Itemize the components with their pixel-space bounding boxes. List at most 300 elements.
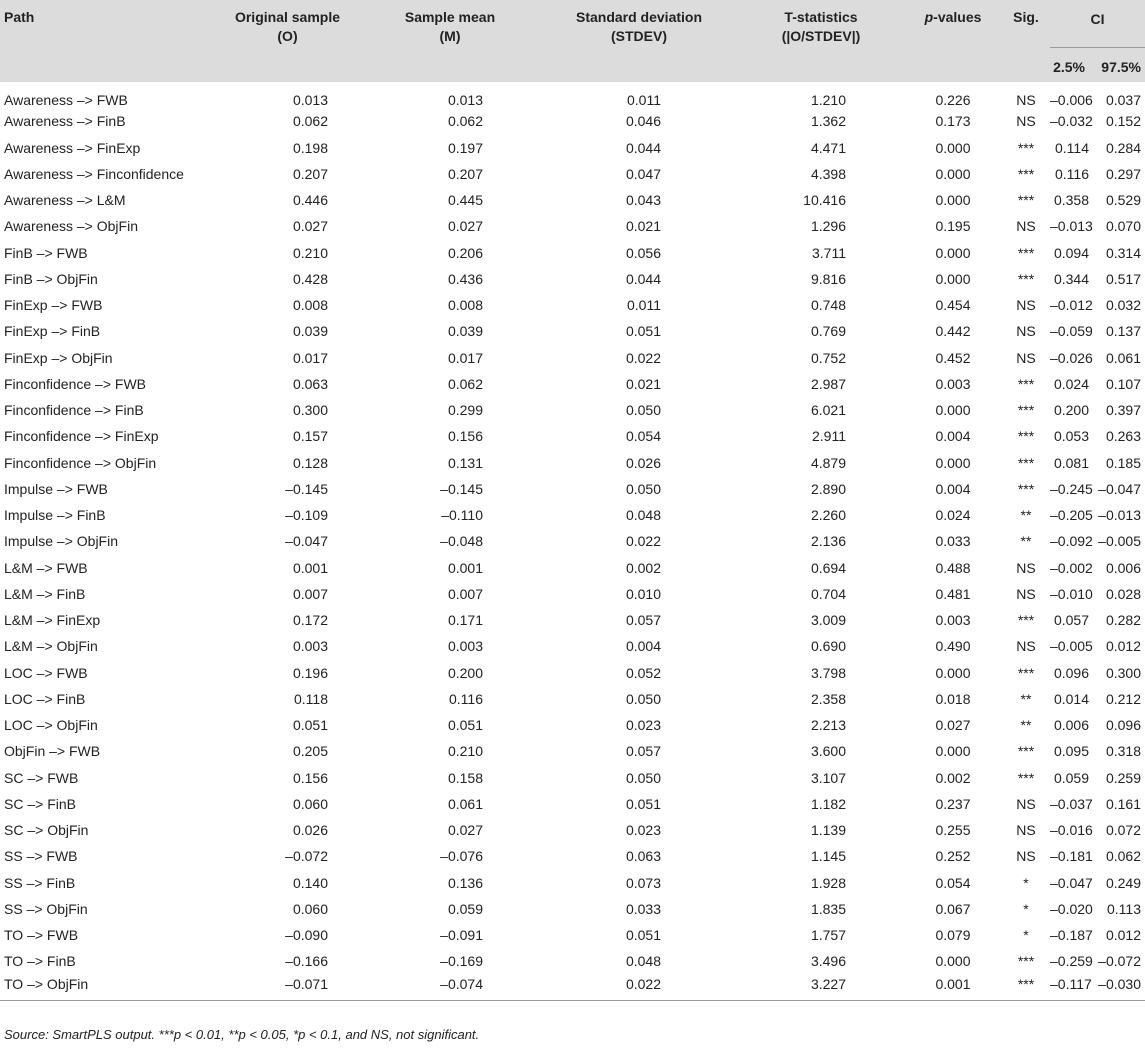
table-row [0,765,1145,791]
cell-std-dev: 0.063 [625,848,661,865]
cell-ci-high: –0.047 [1098,480,1141,497]
cell-t-statistic: 0.748 [810,297,846,314]
cell-t-statistic: 0.694 [810,559,846,576]
cell-ci-high: –0.005 [1098,533,1141,550]
cell-significance: NS [1016,638,1036,655]
cell-significance: *** [1017,454,1035,471]
cell-std-dev: 0.026 [625,454,661,471]
cell-significance: * [1023,900,1029,917]
cell-sample-mean: 0.027 [447,218,483,235]
cell-sample-mean: 0.013 [447,91,483,108]
cell-p-value: 0.173 [935,113,971,130]
table-row [0,528,1145,554]
header-ci-low: 2.5% [1050,47,1097,82]
cell-original-sample: 0.051 [292,717,328,734]
cell-t-statistic: 2.890 [810,480,846,497]
cell-t-statistic: 0.769 [810,323,846,340]
cell-path: SS –> FWB [4,848,78,865]
cell-significance: *** [1017,139,1035,156]
cell-original-sample: 0.063 [292,375,328,392]
cell-significance: *** [1017,165,1035,182]
cell-p-value: 0.001 [904,975,1002,1001]
cell-original-sample: 0.062 [292,113,328,130]
cell-sample-mean: 0.210 [447,743,483,760]
cell-original-sample: –0.072 [285,848,328,865]
cell-ci-low: –0.059 [1050,323,1093,340]
cell-original-sample: 0.156 [292,769,328,786]
cell-p-value: 0.237 [935,795,971,812]
cell-t-statistic: 2.911 [812,428,846,445]
cell-ci-high: 0.096 [1105,717,1141,734]
cell-t-statistic: 1.835 [810,900,846,917]
cell-path: L&M –> FinB [4,585,86,602]
cell-sample-mean: 0.003 [447,638,483,655]
cell-std-dev: 0.052 [625,664,661,681]
cell-sample-mean: –0.169 [440,953,483,970]
cell-ci-low: –0.037 [1050,795,1093,812]
cell-ci-low: –0.092 [1050,533,1093,550]
cell-p-value: 0.003 [935,375,971,392]
cell-p-value: 0.004 [935,428,971,445]
cell-ci-low: –0.245 [1050,480,1093,497]
table-row [0,686,1145,712]
cell-ci-low: –0.259 [1050,953,1093,970]
cell-std-dev: 0.023 [625,717,661,734]
table-row [0,843,1145,869]
table-row [0,108,1145,134]
cell-ci-low: –0.117 [1050,975,1097,1001]
header-original-sample: Original sample (O) [215,0,360,82]
cell-p-value: 0.000 [935,953,971,970]
cell-ci-high: 0.032 [1105,297,1141,314]
cell-sample-mean: 0.436 [447,270,483,287]
cell-path: TO –> FinB [4,953,76,970]
cell-significance: NS [1016,795,1036,812]
cell-ci-high: –0.013 [1098,507,1141,524]
cell-sample-mean: 0.131 [447,454,483,471]
table-row [0,345,1145,371]
cell-std-dev: 0.044 [625,139,661,156]
header-path: Path [0,0,215,82]
cell-significance: NS [1016,349,1036,366]
cell-original-sample: –0.047 [285,533,328,550]
cell-significance: *** [1017,428,1035,445]
cell-original-sample: –0.090 [285,927,328,944]
cell-sample-mean: –0.091 [440,927,483,944]
table-row [0,607,1145,633]
cell-ci-low: –0.047 [1050,874,1093,891]
cell-sample-mean: 0.061 [447,795,483,812]
cell-significance: NS [1016,822,1036,839]
cell-ci-high: 0.318 [1105,743,1141,760]
cell-t-statistic: 2.213 [810,717,846,734]
cell-significance: *** [1017,664,1035,681]
cell-path: FinExp –> ObjFin [4,349,113,366]
header-sig: Sig. [1002,0,1050,82]
cell-ci-high: 0.282 [1105,612,1141,629]
cell-ci-high: 0.314 [1105,244,1141,261]
cell-ci-low: –0.005 [1050,638,1093,655]
cell-original-sample: 0.001 [292,559,328,576]
cell-significance: *** [1017,743,1035,760]
cell-std-dev: 0.050 [625,480,661,497]
cell-original-sample: 0.196 [292,664,328,681]
cell-std-dev: 0.057 [625,612,661,629]
cell-significance: *** [1017,244,1035,261]
table-header [0,0,1145,82]
cell-ci-low: 0.059 [1053,769,1089,786]
cell-ci-low: 0.095 [1053,743,1089,760]
cell-p-value: 0.000 [935,192,971,209]
cell-ci-low: 0.114 [1055,139,1089,156]
table-row [0,82,1145,108]
cell-ci-low: 0.014 [1053,690,1089,707]
cell-sample-mean: 0.001 [447,559,483,576]
cell-ci-low: 0.344 [1053,270,1089,287]
cell-p-value: 0.481 [935,585,971,602]
cell-sample-mean: 0.008 [447,297,483,314]
cell-ci-low: –0.016 [1050,822,1093,839]
cell-std-dev: 0.047 [625,165,661,182]
cell-path: TO –> ObjFin [0,975,215,1001]
cell-p-value: 0.002 [935,769,971,786]
header-standard-deviation: Standard deviation (STDEV) [540,0,738,82]
cell-significance: *** [1017,480,1035,497]
cell-std-dev: 0.010 [625,585,661,602]
cell-ci-high: 0.297 [1105,165,1141,182]
cell-ci-low: 0.094 [1053,244,1089,261]
cell-sample-mean: 0.027 [447,822,483,839]
cell-std-dev: 0.044 [625,270,661,287]
cell-std-dev: 0.022 [625,533,661,550]
cell-t-statistic: 1.210 [810,91,846,108]
cell-ci-high: –0.072 [1098,953,1141,970]
table-row [0,555,1145,581]
cell-path: LOC –> FWB [4,664,88,681]
cell-ci-high: 0.300 [1105,664,1141,681]
cell-p-value: 0.490 [935,638,971,655]
header-sample-mean: Sample mean (M) [360,0,540,82]
cell-ci-low: –0.020 [1050,900,1093,917]
table-row [0,660,1145,686]
cell-path: Awareness –> L&M [4,192,126,209]
cell-sample-mean: 0.156 [447,428,483,445]
cell-ci-high: 0.062 [1105,848,1141,865]
cell-sample-mean: 0.017 [447,349,483,366]
cell-original-sample: –0.166 [285,953,328,970]
header-ci-high: 97.5% [1097,47,1145,82]
cell-p-value: 0.079 [935,927,971,944]
cell-p-value: 0.195 [935,218,971,235]
header-t-statistics: T-statistics (|O/STDEV|) [738,0,904,82]
cell-original-sample: 0.008 [292,297,328,314]
cell-significance: ** [1020,690,1032,707]
cell-p-value: 0.000 [935,402,971,419]
cell-std-dev: 0.023 [625,822,661,839]
cell-original-sample: –0.109 [285,507,328,524]
cell-original-sample: 0.207 [292,165,328,182]
cell-t-statistic: 3.107 [810,769,846,786]
cell-significance: ** [1020,507,1032,524]
cell-std-dev: 0.043 [625,192,661,209]
cell-std-dev: 0.004 [625,638,661,655]
cell-std-dev: 0.050 [625,690,661,707]
cell-t-statistic: 1.182 [810,795,846,812]
cell-original-sample: 0.428 [292,270,328,287]
cell-sample-mean: 0.059 [447,900,483,917]
cell-path: Awareness –> FinB [4,113,126,130]
cell-p-value: 0.000 [935,664,971,681]
cell-significance: *** [1017,192,1035,209]
cell-original-sample: 0.013 [292,91,328,108]
cell-significance: *** [1017,375,1035,392]
table-row [0,975,1145,1001]
cell-ci-low: –0.032 [1050,113,1093,130]
cell-sample-mean: –0.076 [440,848,483,865]
cell-p-value: 0.054 [935,874,971,891]
cell-sample-mean: –0.110 [441,507,483,524]
cell-sample-mean: 0.007 [447,585,483,602]
cell-path: Finconfidence –> FinB [4,402,144,419]
cell-significance: NS [1016,113,1036,130]
cell-original-sample: 0.446 [292,192,328,209]
cell-ci-low: 0.358 [1053,192,1089,209]
cell-std-dev: 0.048 [625,507,661,524]
cell-ci-high: 0.028 [1105,585,1141,602]
table-row [0,738,1145,764]
cell-original-sample: 0.118 [294,690,328,707]
cell-sample-mean: 0.197 [447,139,483,156]
cell-original-sample: 0.300 [292,402,328,419]
cell-std-dev: 0.011 [627,297,661,314]
table-row [0,292,1145,318]
cell-original-sample: 0.003 [292,638,328,655]
cell-significance: ** [1020,717,1032,734]
cell-original-sample: 0.140 [292,874,328,891]
cell-path: Impulse –> ObjFin [4,533,118,550]
cell-p-value: 0.226 [935,91,971,108]
cell-std-dev: 0.046 [625,113,661,130]
cell-t-statistic: 2.260 [810,507,846,524]
cell-path: Awareness –> FinExp [4,139,141,156]
cell-path: FinExp –> FinB [4,323,101,340]
cell-ci-low: 0.081 [1053,454,1089,471]
table-row [0,581,1145,607]
cell-ci-high: 0.037 [1105,91,1141,108]
table-row [0,423,1145,449]
cell-original-sample: 0.157 [292,428,328,445]
table-row [0,948,1145,974]
cell-sample-mean: 0.039 [447,323,483,340]
cell-sample-mean: 0.062 [447,375,483,392]
cell-original-sample: 0.172 [292,612,328,629]
cell-original-sample: 0.210 [292,244,328,261]
cell-std-dev: 0.002 [625,559,661,576]
cell-t-statistic: 3.798 [810,664,846,681]
table-row [0,633,1145,659]
cell-path: L&M –> ObjFin [4,638,98,655]
cell-original-sample: 0.007 [292,585,328,602]
cell-significance: NS [1016,323,1036,340]
cell-ci-low: –0.006 [1050,91,1093,108]
cell-original-sample: 0.198 [292,139,328,156]
cell-path: Awareness –> FWB [4,91,128,108]
cell-path: FinB –> FWB [4,244,88,261]
cell-path: Awareness –> Finconfidence [4,165,184,182]
cell-ci-high: 0.012 [1105,927,1141,944]
cell-ci-low: –0.010 [1050,585,1093,602]
cell-std-dev: 0.011 [627,91,661,108]
cell-significance: NS [1016,585,1036,602]
cell-p-value: 0.033 [935,533,971,550]
cell-std-dev: 0.051 [625,795,661,812]
cell-significance: *** [1017,402,1035,419]
cell-p-value: 0.024 [935,507,971,524]
cell-t-statistic: 9.816 [810,270,846,287]
cell-std-dev: 0.021 [625,375,661,392]
table-row [0,161,1145,187]
cell-ci-low: –0.205 [1050,507,1093,524]
cell-t-statistic: 3.227 [738,975,904,1001]
cell-std-dev: 0.054 [625,428,661,445]
cell-path: L&M –> FWB [4,559,88,576]
cell-p-value: 0.442 [935,323,971,340]
cell-t-statistic: 1.145 [810,848,846,865]
cell-t-statistic: 3.600 [810,743,846,760]
cell-ci-high: 0.517 [1105,270,1141,287]
cell-path: Finconfidence –> FWB [4,375,147,392]
cell-path: ObjFin –> FWB [4,743,101,760]
cell-path: SC –> FinB [4,795,76,812]
table-footnote: Source: SmartPLS output. ***p < 0.01, **p < 0.05, *p < 0.1, and NS, not significant. [4,1027,480,1042]
header-ci: CI [1050,0,1145,47]
cell-sample-mean: 0.206 [447,244,483,261]
cell-ci-high: 0.107 [1105,375,1141,392]
table-row [0,318,1145,344]
cell-significance: *** [1017,953,1035,970]
cell-std-dev: 0.022 [625,349,661,366]
cell-path: Finconfidence –> ObjFin [4,454,157,471]
cell-ci-high: 0.249 [1105,874,1141,891]
cell-ci-low: –0.002 [1050,559,1093,576]
cell-t-statistic: 4.879 [810,454,846,471]
cell-ci-high: 0.137 [1105,323,1141,340]
cell-path: SS –> FinB [4,874,76,891]
cell-path: LOC –> ObjFin [4,717,98,734]
cell-std-dev: 0.051 [625,323,661,340]
cell-ci-high: 0.012 [1105,638,1141,655]
cell-t-statistic: 3.009 [810,612,846,629]
cell-t-statistic: 4.398 [810,165,846,182]
cell-significance: NS [1016,91,1036,108]
cell-path: Impulse –> FinB [4,507,106,524]
cell-original-sample: 0.017 [292,349,328,366]
cell-ci-high: 0.072 [1105,822,1141,839]
cell-significance: * [1023,927,1029,944]
cell-t-statistic: 2.987 [810,375,846,392]
cell-p-value: 0.255 [935,822,971,839]
cell-p-value: 0.452 [935,349,971,366]
cell-original-sample: 0.128 [292,454,328,471]
cell-significance: NS [1016,848,1036,865]
cell-p-value: 0.000 [935,270,971,287]
cell-p-value: 0.488 [935,559,971,576]
cell-p-value: 0.000 [935,139,971,156]
cell-ci-high: 0.259 [1105,769,1141,786]
cell-p-value: 0.000 [935,743,971,760]
cell-significance: *** [1017,769,1035,786]
cell-p-value: 0.003 [935,612,971,629]
cell-path: L&M –> FinExp [4,612,101,629]
cell-sample-mean: –0.074 [360,975,540,1001]
cell-path: TO –> FWB [4,927,79,944]
cell-sample-mean: –0.048 [440,533,483,550]
cell-ci-low: –0.013 [1050,218,1093,235]
cell-std-dev: 0.033 [625,900,661,917]
cell-original-sample: –0.071 [215,975,360,1001]
cell-sample-mean: 0.136 [447,874,483,891]
table-row [0,187,1145,213]
cell-ci-low: –0.026 [1050,349,1093,366]
cell-significance: *** [1017,270,1035,287]
cell-p-value: 0.000 [935,454,971,471]
cell-std-dev: 0.057 [625,743,661,760]
table-row [0,240,1145,266]
cell-sample-mean: 0.299 [447,402,483,419]
cell-std-dev: 0.050 [625,402,661,419]
cell-path: FinB –> ObjFin [4,270,98,287]
cell-sample-mean: –0.145 [440,480,483,497]
cell-p-value: 0.067 [935,900,971,917]
cell-ci-low: 0.006 [1053,717,1089,734]
cell-sample-mean: 0.116 [449,690,483,707]
cell-ci-high: 0.397 [1105,402,1141,419]
cell-ci-low: 0.057 [1053,612,1089,629]
cell-t-statistic: 3.496 [810,953,846,970]
cell-ci-low: 0.053 [1053,428,1089,445]
cell-std-dev: 0.021 [625,218,661,235]
cell-ci-high: 0.152 [1105,113,1141,130]
cell-ci-low: 0.024 [1053,375,1089,392]
cell-original-sample: 0.027 [292,218,328,235]
cell-significance: *** [1002,975,1050,1001]
cell-significance: ** [1020,533,1032,550]
table-row [0,817,1145,843]
cell-t-statistic: 2.136 [810,533,846,550]
table-row [0,397,1145,423]
cell-t-statistic: 0.690 [810,638,846,655]
cell-ci-high: 0.529 [1105,192,1141,209]
cell-ci-high: 0.284 [1105,139,1141,156]
cell-ci-high: 0.185 [1105,454,1141,471]
cell-path: FinExp –> FWB [4,297,103,314]
cell-std-dev: 0.056 [625,244,661,261]
cell-t-statistic: 1.928 [810,874,846,891]
cell-t-statistic: 0.704 [810,585,846,602]
cell-p-value: 0.000 [935,165,971,182]
cell-p-value: 0.018 [935,690,971,707]
cell-path: LOC –> FinB [4,690,86,707]
cell-p-value: 0.252 [935,848,971,865]
cell-original-sample: 0.060 [292,900,328,917]
cell-original-sample: 0.060 [292,795,328,812]
cell-std-dev: 0.073 [625,874,661,891]
table-row [0,476,1145,502]
table-row [0,791,1145,817]
cell-ci-low: –0.181 [1050,848,1093,865]
table-row [0,450,1145,476]
cell-ci-low: 0.116 [1055,165,1089,182]
